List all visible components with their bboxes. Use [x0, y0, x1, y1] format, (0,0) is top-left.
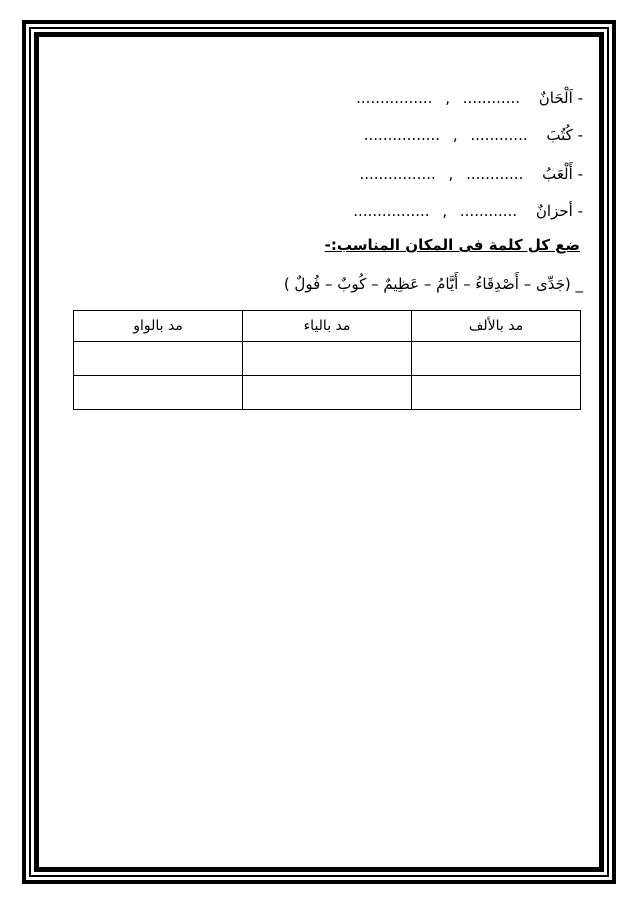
comma: , [445, 89, 450, 107]
blank-long[interactable]: ................ [359, 165, 436, 183]
blank-long[interactable]: ................ [353, 202, 430, 220]
line-word: أَلْعَبُ [542, 165, 573, 183]
line-word: كُتُبَ [546, 126, 573, 144]
table-cell[interactable] [412, 376, 581, 410]
header-waw: مد بالواو [74, 311, 243, 342]
header-yaa: مد بالياء [243, 311, 412, 342]
table-row [74, 342, 581, 376]
table-header-row [74, 311, 581, 342]
line-dash: - [577, 165, 583, 183]
exercise-line-3 [359, 161, 583, 187]
table-cell[interactable] [243, 342, 412, 376]
blank-short[interactable]: ............ [470, 126, 528, 144]
line-dash: - [577, 202, 583, 220]
instruction-heading: ضع كل كلمة فى المكان المناسب:- [324, 236, 580, 254]
inner-border [34, 32, 604, 872]
comma: , [452, 126, 458, 144]
exercise-line-2 [364, 122, 583, 148]
table-cell[interactable] [412, 342, 581, 376]
blank-long[interactable]: ................ [363, 126, 441, 144]
exercise-line-1 [356, 85, 583, 111]
line-word: اَلْحَانٌ [538, 89, 573, 107]
line-word: أحزانٌ [535, 202, 573, 220]
exercise-line-4 [353, 198, 583, 224]
line-dash: - [577, 89, 583, 107]
comma: , [448, 165, 454, 183]
classification-table [73, 310, 581, 410]
blank-short[interactable]: ............ [466, 165, 524, 183]
header-alif: مد بالألف [412, 311, 581, 342]
blank-long[interactable]: ................ [356, 89, 433, 107]
line-dash: - [577, 126, 583, 144]
table-cell[interactable] [74, 376, 243, 410]
table-cell[interactable] [243, 376, 412, 410]
word-bank: _ (جَدِّى – أَصْدِقَاءُ – أَيَّامُ – عَظِيمٌ – كُوبٌ – فُولٌ ) [283, 275, 583, 293]
blank-short[interactable]: ............ [462, 89, 520, 107]
blank-short[interactable]: ............ [459, 202, 518, 220]
table-cell[interactable] [74, 342, 243, 376]
comma: , [442, 202, 448, 220]
table-row [74, 376, 581, 410]
